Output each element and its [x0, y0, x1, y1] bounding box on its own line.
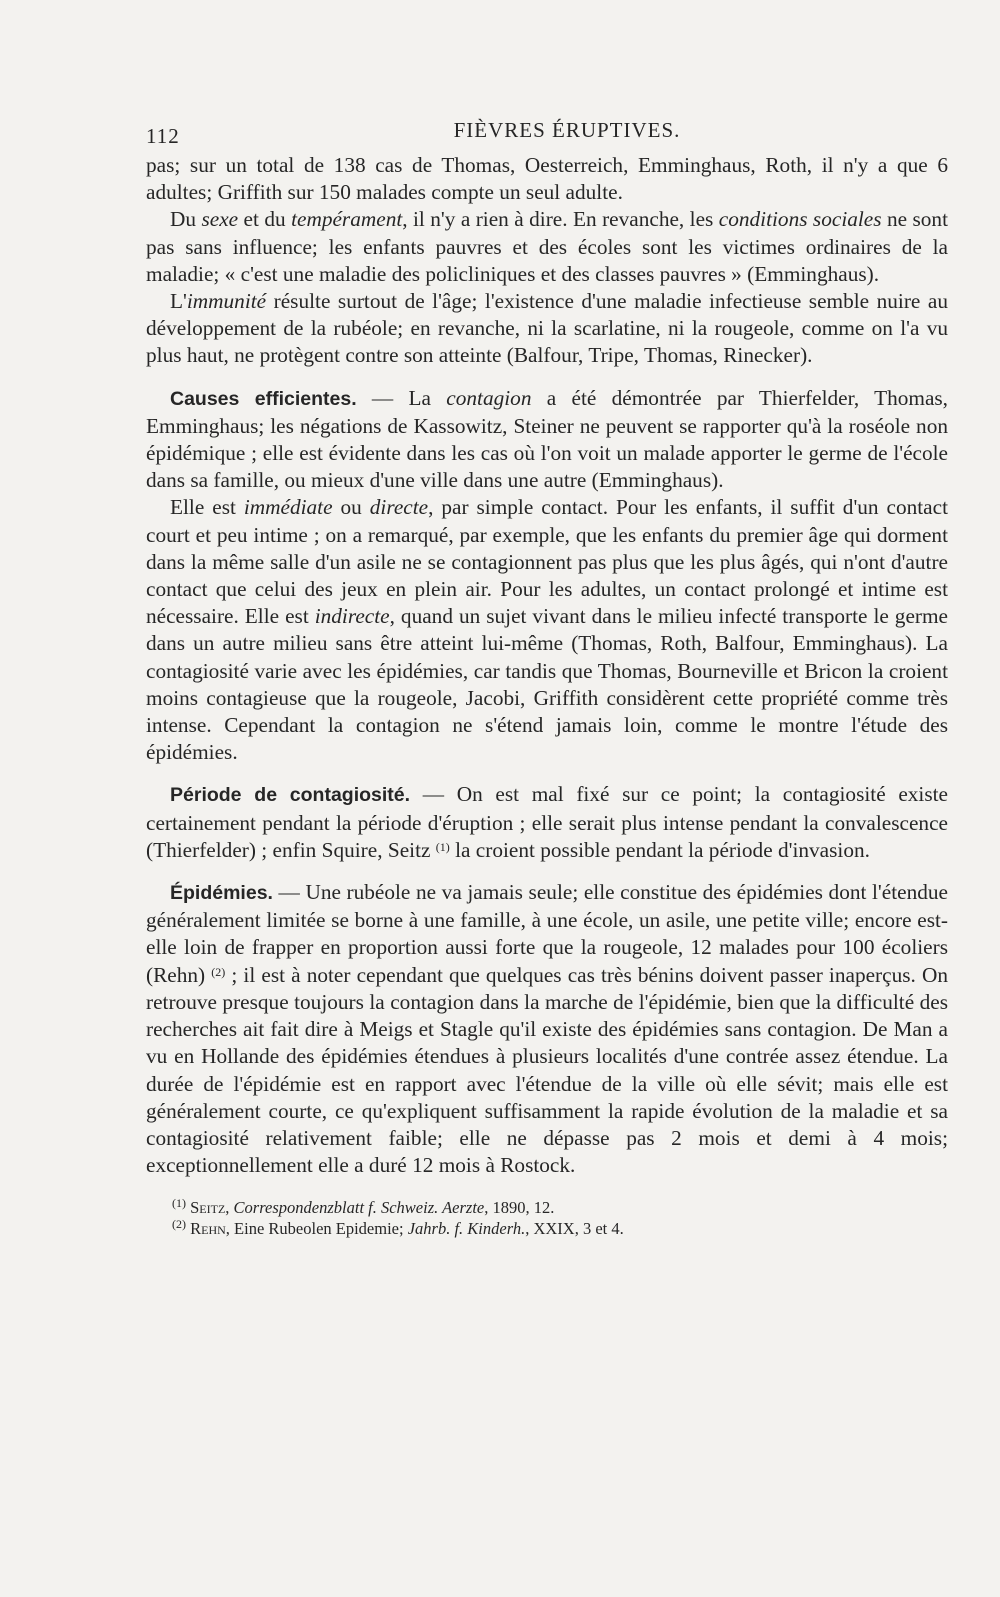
page-body [146, 152, 948, 1239]
paragraph-periode-contagiosite: Période de contagiosité. — On est mal fixé sur ce point; la contagiosité existe certainement pendant la période d'éruption ; elle serait plus intense pendant la convalescence (Thierfelder) ; enfin Squire, Seitz $^{(1)}$ la croient possible pendant la période d'invasion. [146, 782, 948, 862]
footnote-2: $^{(2)}$ Rehn, Eine Rubeolen Epidemie; Jahrb. f. Kinderh., XXIX, 3 et 4. [172, 1217, 624, 1239]
paragraph-immunite: L'immunité résulte surtout de l'âge; l'existence d'une maladie infectieuse semble nuire au développement de la rubéole; en revanche, ni la scarlatine, ni la rougeole, comme on l'a vu plus haut, ne protègent contre son atteinte (Balfour, Tripe, Thomas, Rinecker). [146, 289, 948, 368]
footnote-1: $^{(1)}$ Seitz, Correspondenzblatt f. Schweiz. Aerzte, 1890, 12. [172, 1196, 555, 1218]
running-title: FIÈVRES ÉRUPTIVES. [453, 118, 681, 142]
paragraph-sexe: Du sexe et du tempérament, il n'y a rien à dire. En revanche, les conditions sociales ne sont pas sans influence; les enfants pauvres et des écoles sont les victimes ordinaires de la maladie; « c'est une maladie des policliniques et des classes pauvres » (Emminghaus). [146, 207, 949, 286]
section-heading-periode: Période de contagiosité. [170, 784, 411, 807]
section-heading-epidemies: Épidémies. [170, 882, 273, 905]
paragraph-causes-efficientes: Causes efficientes. — La contagion a été démontrée par Thierfelder, Thomas, Emminghaus; les négations de Kassowitz, Steiner ne peuvent se rapporter qu'à la roséole non épidémique ; elle est évidente dans les cas où l'on voit un malade apporter le germe de l'école dans sa famille, ou mieux d'une ville dans une autre (Emminghaus). [146, 385, 949, 493]
page-number: 112 [146, 124, 180, 148]
footnote-ref-1: (1) [435, 839, 450, 854]
paragraph-epidemies: Épidémies. — Une rubéole ne va jamais seule; elle constitue des épidémies dont l'étendue généralement limitée se borne à une famille, à une école, un asile, une petite ville; encore est-elle loin de frapper en proportion aussi forte que la rougeole, 12 malades pour 100 écoliers (Rehn) $^{(2)}$ ; il est à noter cependant que quelques cas très bénins doivent passer inaperçus. On retrouve presque toujours la contagion dans la marche de l'épidémie, bien que la difficulté des recherches ait fait dire à Meigs et Stagle qu'il existe des épidémies sans contagion. De Man a vu en Hollande des épidémies étendues à plusieurs localités d'une contrée assez étendue. La durée de l'épidémie est en rapport avec l'étendue de la ville où elle sévit; mais elle est généralement courte, ce qu'expliquent suffisamment la rapide évolution de la maladie et sa contagiosité relativement faible; elle ne dépasse pas 2 mois et demi à 4 mois; exceptionnellement elle a duré 12 mois à Rostock. [146, 880, 949, 1178]
paragraph-age-continuation: pas; sur un total de 138 cas de Thomas, Oesterreich, Emminghaus, Roth, il n'y a que 6 adultes; Griffith sur 150 malades compte un seul adulte. [146, 153, 948, 205]
page-header [146, 118, 948, 152]
footnote-ref-2: (2) [211, 964, 226, 979]
section-heading-causes: Causes efficientes. [170, 387, 357, 410]
footnotes [146, 1197, 948, 1239]
paragraph-contact: Elle est immédiate ou directe, par simple contact. Pour les enfants, il suffit d'un contact court et peu intime ; on a remarqué, par exemple, que les enfants du premier âge qui dorment dans la même salle d'un asile ne se contagionnent pas plus que les plus âgés, qui n'ont d'autre contact que celui des jeux en plein air. Pour les adultes, un contact prolongé et intime est nécessaire. Elle est indirecte, quand un sujet vivant dans le milieu infecté transporte le germe dans un autre milieu sans être atteint lui-même (Thomas, Roth, Balfour, Emminghaus). La contagiosité varie avec les épidémies, car tandis que Thomas, Bourneville et Bricon la croient moins contagieuse que la rougeole, Jacobi, Griffith considèrent cette propriété comme très intense. Cependant la contagion ne s'étend jamais loin, comme le montre l'étude des épidémies. [146, 495, 949, 765]
